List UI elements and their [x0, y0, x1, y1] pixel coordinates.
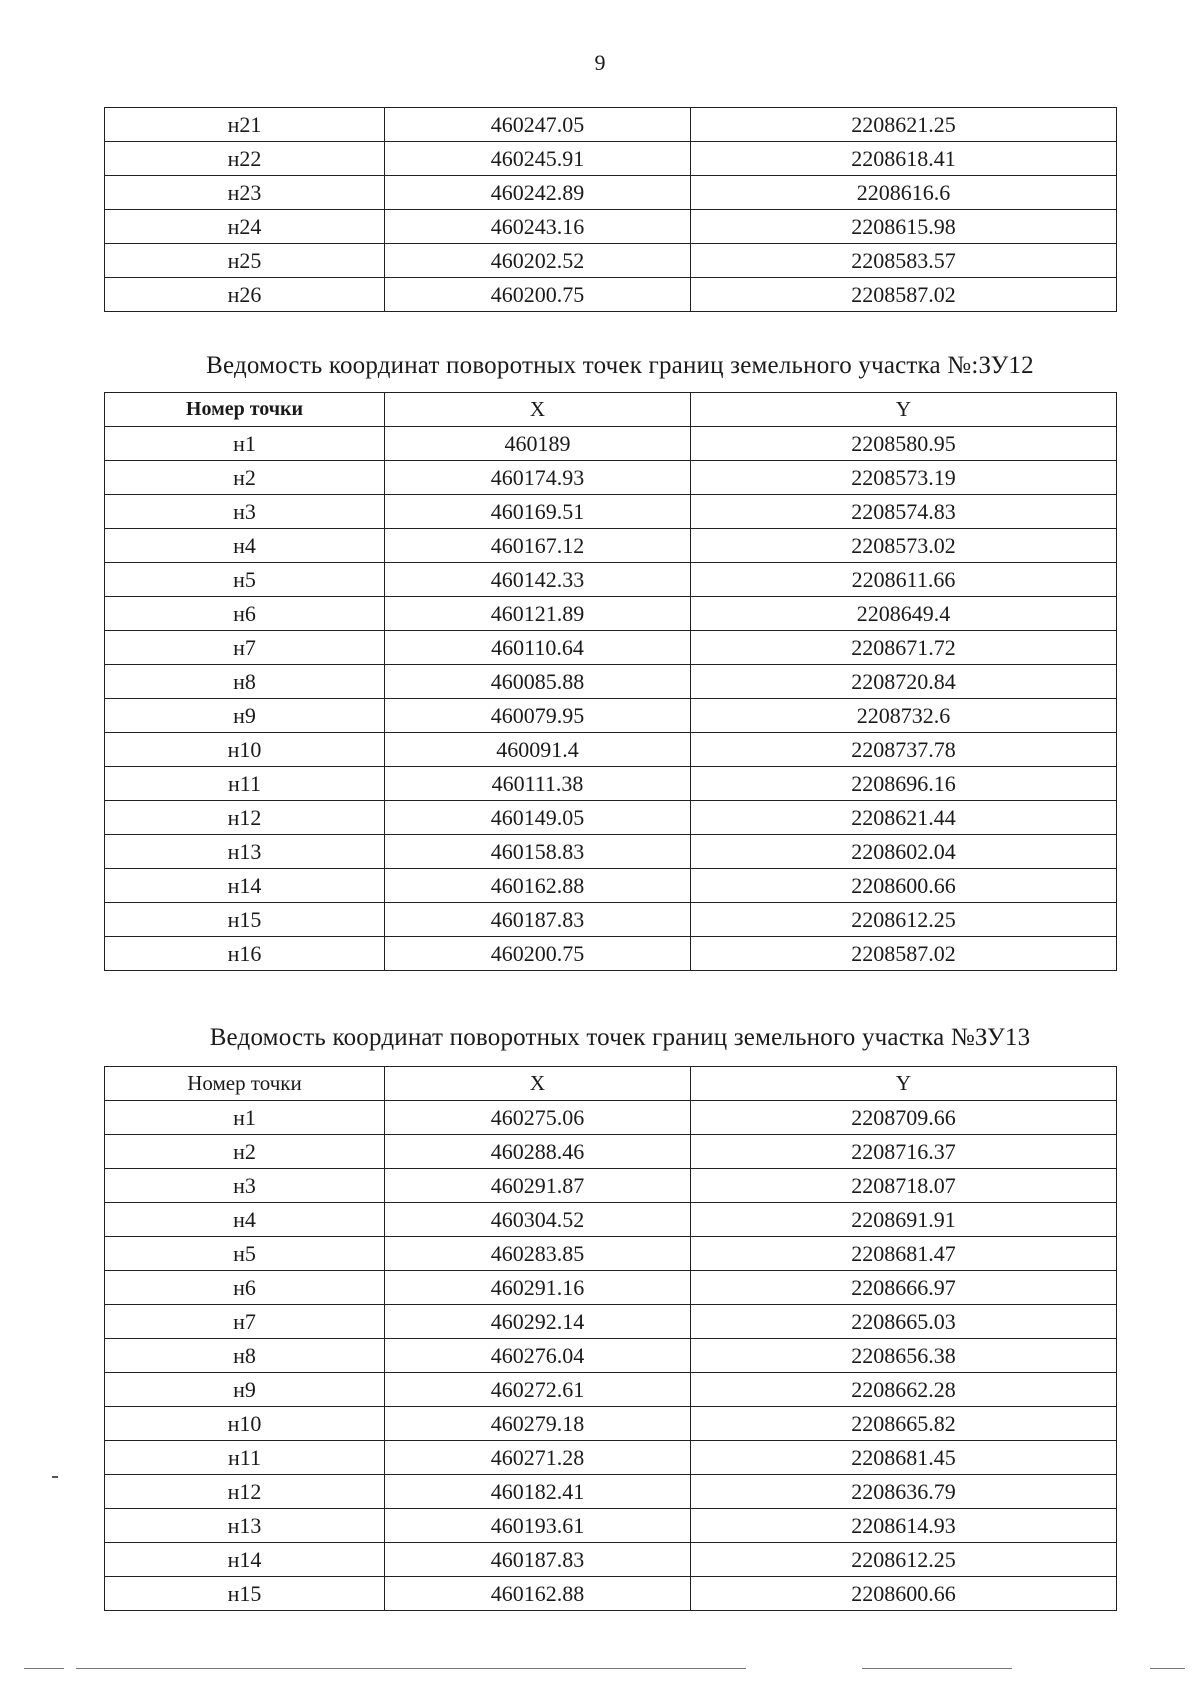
point-number-cell: н10 — [105, 733, 385, 767]
x-coordinate-cell: 460243.16 — [385, 210, 691, 244]
table-body — [105, 1101, 1117, 1611]
point-number-cell: н24 — [105, 210, 385, 244]
table-row — [105, 529, 1117, 563]
y-coordinate-cell: 2208732.6 — [691, 699, 1117, 733]
table-row — [105, 869, 1117, 903]
table-row — [105, 1373, 1117, 1407]
point-number-cell: н1 — [105, 1101, 385, 1135]
y-coordinate-cell: 2208602.04 — [691, 835, 1117, 869]
table-header-row — [105, 1067, 1117, 1101]
point-number-cell: н15 — [105, 903, 385, 937]
header-x: X — [385, 393, 691, 427]
table-row — [105, 563, 1117, 597]
y-coordinate-cell: 2208580.95 — [691, 427, 1117, 461]
x-coordinate-cell: 460271.28 — [385, 1441, 691, 1475]
y-coordinate-cell: 2208600.66 — [691, 869, 1117, 903]
table-row — [105, 1543, 1117, 1577]
x-coordinate-cell: 460091.4 — [385, 733, 691, 767]
x-coordinate-cell: 460162.88 — [385, 1577, 691, 1611]
footer-rule — [862, 1668, 1012, 1669]
x-coordinate-cell: 460200.75 — [385, 937, 691, 971]
table-row — [105, 801, 1117, 835]
x-coordinate-cell: 460079.95 — [385, 699, 691, 733]
point-number-cell: н22 — [105, 142, 385, 176]
y-coordinate-cell: 2208656.38 — [691, 1339, 1117, 1373]
y-coordinate-cell: 2208716.37 — [691, 1135, 1117, 1169]
header-y: Y — [691, 393, 1117, 427]
y-coordinate-cell: 2208618.41 — [691, 142, 1117, 176]
x-coordinate-cell: 460085.88 — [385, 665, 691, 699]
y-coordinate-cell: 2208621.25 — [691, 108, 1117, 142]
table-row — [105, 142, 1117, 176]
x-coordinate-cell: 460276.04 — [385, 1339, 691, 1373]
table-row — [105, 631, 1117, 665]
y-coordinate-cell: 2208666.97 — [691, 1271, 1117, 1305]
y-coordinate-cell: 2208681.47 — [691, 1237, 1117, 1271]
point-number-cell: н12 — [105, 1475, 385, 1509]
x-coordinate-cell: 460304.52 — [385, 1203, 691, 1237]
x-coordinate-cell: 460142.33 — [385, 563, 691, 597]
y-coordinate-cell: 2208621.44 — [691, 801, 1117, 835]
table-row — [105, 1305, 1117, 1339]
table-row — [105, 1509, 1117, 1543]
point-number-cell: н11 — [105, 767, 385, 801]
table-row — [105, 461, 1117, 495]
footer-rule — [24, 1668, 64, 1669]
footer-rule — [76, 1668, 746, 1669]
x-coordinate-cell: 460187.83 — [385, 903, 691, 937]
y-coordinate-cell: 2208614.93 — [691, 1509, 1117, 1543]
x-coordinate-cell: 460189 — [385, 427, 691, 461]
y-coordinate-cell: 2208691.91 — [691, 1203, 1117, 1237]
table-row — [105, 1169, 1117, 1203]
y-coordinate-cell: 2208671.72 — [691, 631, 1117, 665]
point-number-cell: н8 — [105, 665, 385, 699]
table-row — [105, 1441, 1117, 1475]
point-number-cell: н11 — [105, 1441, 385, 1475]
table-row — [105, 597, 1117, 631]
x-coordinate-cell: 460272.61 — [385, 1373, 691, 1407]
table-row — [105, 210, 1117, 244]
table-row — [105, 665, 1117, 699]
x-coordinate-cell: 460111.38 — [385, 767, 691, 801]
point-number-cell: н10 — [105, 1407, 385, 1441]
section-title-zu13: Ведомость координат поворотных точек границ земельного участка №ЗУ13 — [209, 1024, 1031, 1051]
x-coordinate-cell: 460242.89 — [385, 176, 691, 210]
y-coordinate-cell: 2208665.82 — [691, 1407, 1117, 1441]
table-body — [105, 427, 1117, 971]
y-coordinate-cell: 2208718.07 — [691, 1169, 1117, 1203]
point-number-cell: н2 — [105, 1135, 385, 1169]
x-coordinate-cell: 460187.83 — [385, 1543, 691, 1577]
table-row — [105, 1237, 1117, 1271]
point-number-cell: н2 — [105, 461, 385, 495]
table-row — [105, 176, 1117, 210]
point-number-cell: н4 — [105, 529, 385, 563]
table-row — [105, 1101, 1117, 1135]
table-row — [105, 278, 1117, 312]
table-header-row — [105, 393, 1117, 427]
x-coordinate-cell: 460110.64 — [385, 631, 691, 665]
x-coordinate-cell: 460158.83 — [385, 835, 691, 869]
point-number-cell: н5 — [105, 563, 385, 597]
header-x: X — [385, 1067, 691, 1101]
table-row — [105, 495, 1117, 529]
page-number: 9 — [594, 50, 606, 75]
point-number-cell: н1 — [105, 427, 385, 461]
point-number-cell: н5 — [105, 1237, 385, 1271]
x-coordinate-cell: 460279.18 — [385, 1407, 691, 1441]
y-coordinate-cell: 2208583.57 — [691, 244, 1117, 278]
x-coordinate-cell: 460288.46 — [385, 1135, 691, 1169]
x-coordinate-cell: 460283.85 — [385, 1237, 691, 1271]
y-coordinate-cell: 2208612.25 — [691, 1543, 1117, 1577]
table-row — [105, 427, 1117, 461]
y-coordinate-cell: 2208709.66 — [691, 1101, 1117, 1135]
y-coordinate-cell: 2208600.66 — [691, 1577, 1117, 1611]
y-coordinate-cell: 2208574.83 — [691, 495, 1117, 529]
x-coordinate-cell: 460149.05 — [385, 801, 691, 835]
table-row — [105, 699, 1117, 733]
footer-rule — [1150, 1668, 1185, 1669]
point-number-cell: н12 — [105, 801, 385, 835]
point-number-cell: н7 — [105, 631, 385, 665]
y-coordinate-cell: 2208573.02 — [691, 529, 1117, 563]
table-row — [105, 1475, 1117, 1509]
x-coordinate-cell: 460275.06 — [385, 1101, 691, 1135]
point-number-cell: н14 — [105, 869, 385, 903]
point-number-cell: н3 — [105, 1169, 385, 1203]
table-row — [105, 937, 1117, 971]
x-coordinate-cell: 460291.16 — [385, 1271, 691, 1305]
x-coordinate-cell: 460291.87 — [385, 1169, 691, 1203]
y-coordinate-cell: 2208696.16 — [691, 767, 1117, 801]
y-coordinate-cell: 2208611.66 — [691, 563, 1117, 597]
point-number-cell: н13 — [105, 835, 385, 869]
table-body — [105, 108, 1117, 312]
x-coordinate-cell: 460193.61 — [385, 1509, 691, 1543]
y-coordinate-cell: 2208636.79 — [691, 1475, 1117, 1509]
y-coordinate-cell: 2208612.25 — [691, 903, 1117, 937]
header-point-number: Номер точки — [105, 1067, 385, 1101]
x-coordinate-cell: 460247.05 — [385, 108, 691, 142]
table-row — [105, 1135, 1117, 1169]
x-coordinate-cell: 460292.14 — [385, 1305, 691, 1339]
y-coordinate-cell: 2208587.02 — [691, 937, 1117, 971]
x-coordinate-cell: 460200.75 — [385, 278, 691, 312]
point-number-cell: н26 — [105, 278, 385, 312]
y-coordinate-cell: 2208662.28 — [691, 1373, 1117, 1407]
table-row — [105, 835, 1117, 869]
table-row — [105, 1339, 1117, 1373]
y-coordinate-cell: 2208573.19 — [691, 461, 1117, 495]
y-coordinate-cell: 2208720.84 — [691, 665, 1117, 699]
point-number-cell: н16 — [105, 937, 385, 971]
table-row — [105, 733, 1117, 767]
x-coordinate-cell: 460245.91 — [385, 142, 691, 176]
point-number-cell: н25 — [105, 244, 385, 278]
section-title-zu12: Ведомость координат поворотных точек границ земельного участка №:ЗУ12 — [206, 352, 1034, 379]
x-coordinate-cell: 460162.88 — [385, 869, 691, 903]
point-number-cell: н4 — [105, 1203, 385, 1237]
table-row — [105, 244, 1117, 278]
coordinates-table-zu12 — [104, 392, 1117, 971]
point-number-cell: н21 — [105, 108, 385, 142]
table-row — [105, 903, 1117, 937]
x-coordinate-cell: 460174.93 — [385, 461, 691, 495]
point-number-cell: н6 — [105, 1271, 385, 1305]
table-row — [105, 1203, 1117, 1237]
point-number-cell: н6 — [105, 597, 385, 631]
x-coordinate-cell: 460182.41 — [385, 1475, 691, 1509]
table-row — [105, 1271, 1117, 1305]
point-number-cell: н15 — [105, 1577, 385, 1611]
x-coordinate-cell: 460202.52 — [385, 244, 691, 278]
point-number-cell: н23 — [105, 176, 385, 210]
y-coordinate-cell: 2208665.03 — [691, 1305, 1117, 1339]
y-coordinate-cell: 2208587.02 — [691, 278, 1117, 312]
y-coordinate-cell: 2208649.4 — [691, 597, 1117, 631]
table-row — [105, 108, 1117, 142]
y-coordinate-cell: 2208737.78 — [691, 733, 1117, 767]
y-coordinate-cell: 2208681.45 — [691, 1441, 1117, 1475]
header-y: Y — [691, 1067, 1117, 1101]
point-number-cell: н13 — [105, 1509, 385, 1543]
table-row — [105, 767, 1117, 801]
point-number-cell: н14 — [105, 1543, 385, 1577]
coordinates-table-zu13 — [104, 1066, 1117, 1611]
x-coordinate-cell: 460167.12 — [385, 529, 691, 563]
point-number-cell: н7 — [105, 1305, 385, 1339]
point-number-cell: н9 — [105, 699, 385, 733]
coordinates-table-continued — [104, 107, 1117, 312]
table-row — [105, 1407, 1117, 1441]
point-number-cell: н8 — [105, 1339, 385, 1373]
point-number-cell: н3 — [105, 495, 385, 529]
x-coordinate-cell: 460169.51 — [385, 495, 691, 529]
header-point-number: Номер точки — [105, 393, 385, 427]
x-coordinate-cell: 460121.89 — [385, 597, 691, 631]
scan-mark — [52, 1476, 58, 1478]
table-row — [105, 1577, 1117, 1611]
y-coordinate-cell: 2208615.98 — [691, 210, 1117, 244]
point-number-cell: н9 — [105, 1373, 385, 1407]
y-coordinate-cell: 2208616.6 — [691, 176, 1117, 210]
